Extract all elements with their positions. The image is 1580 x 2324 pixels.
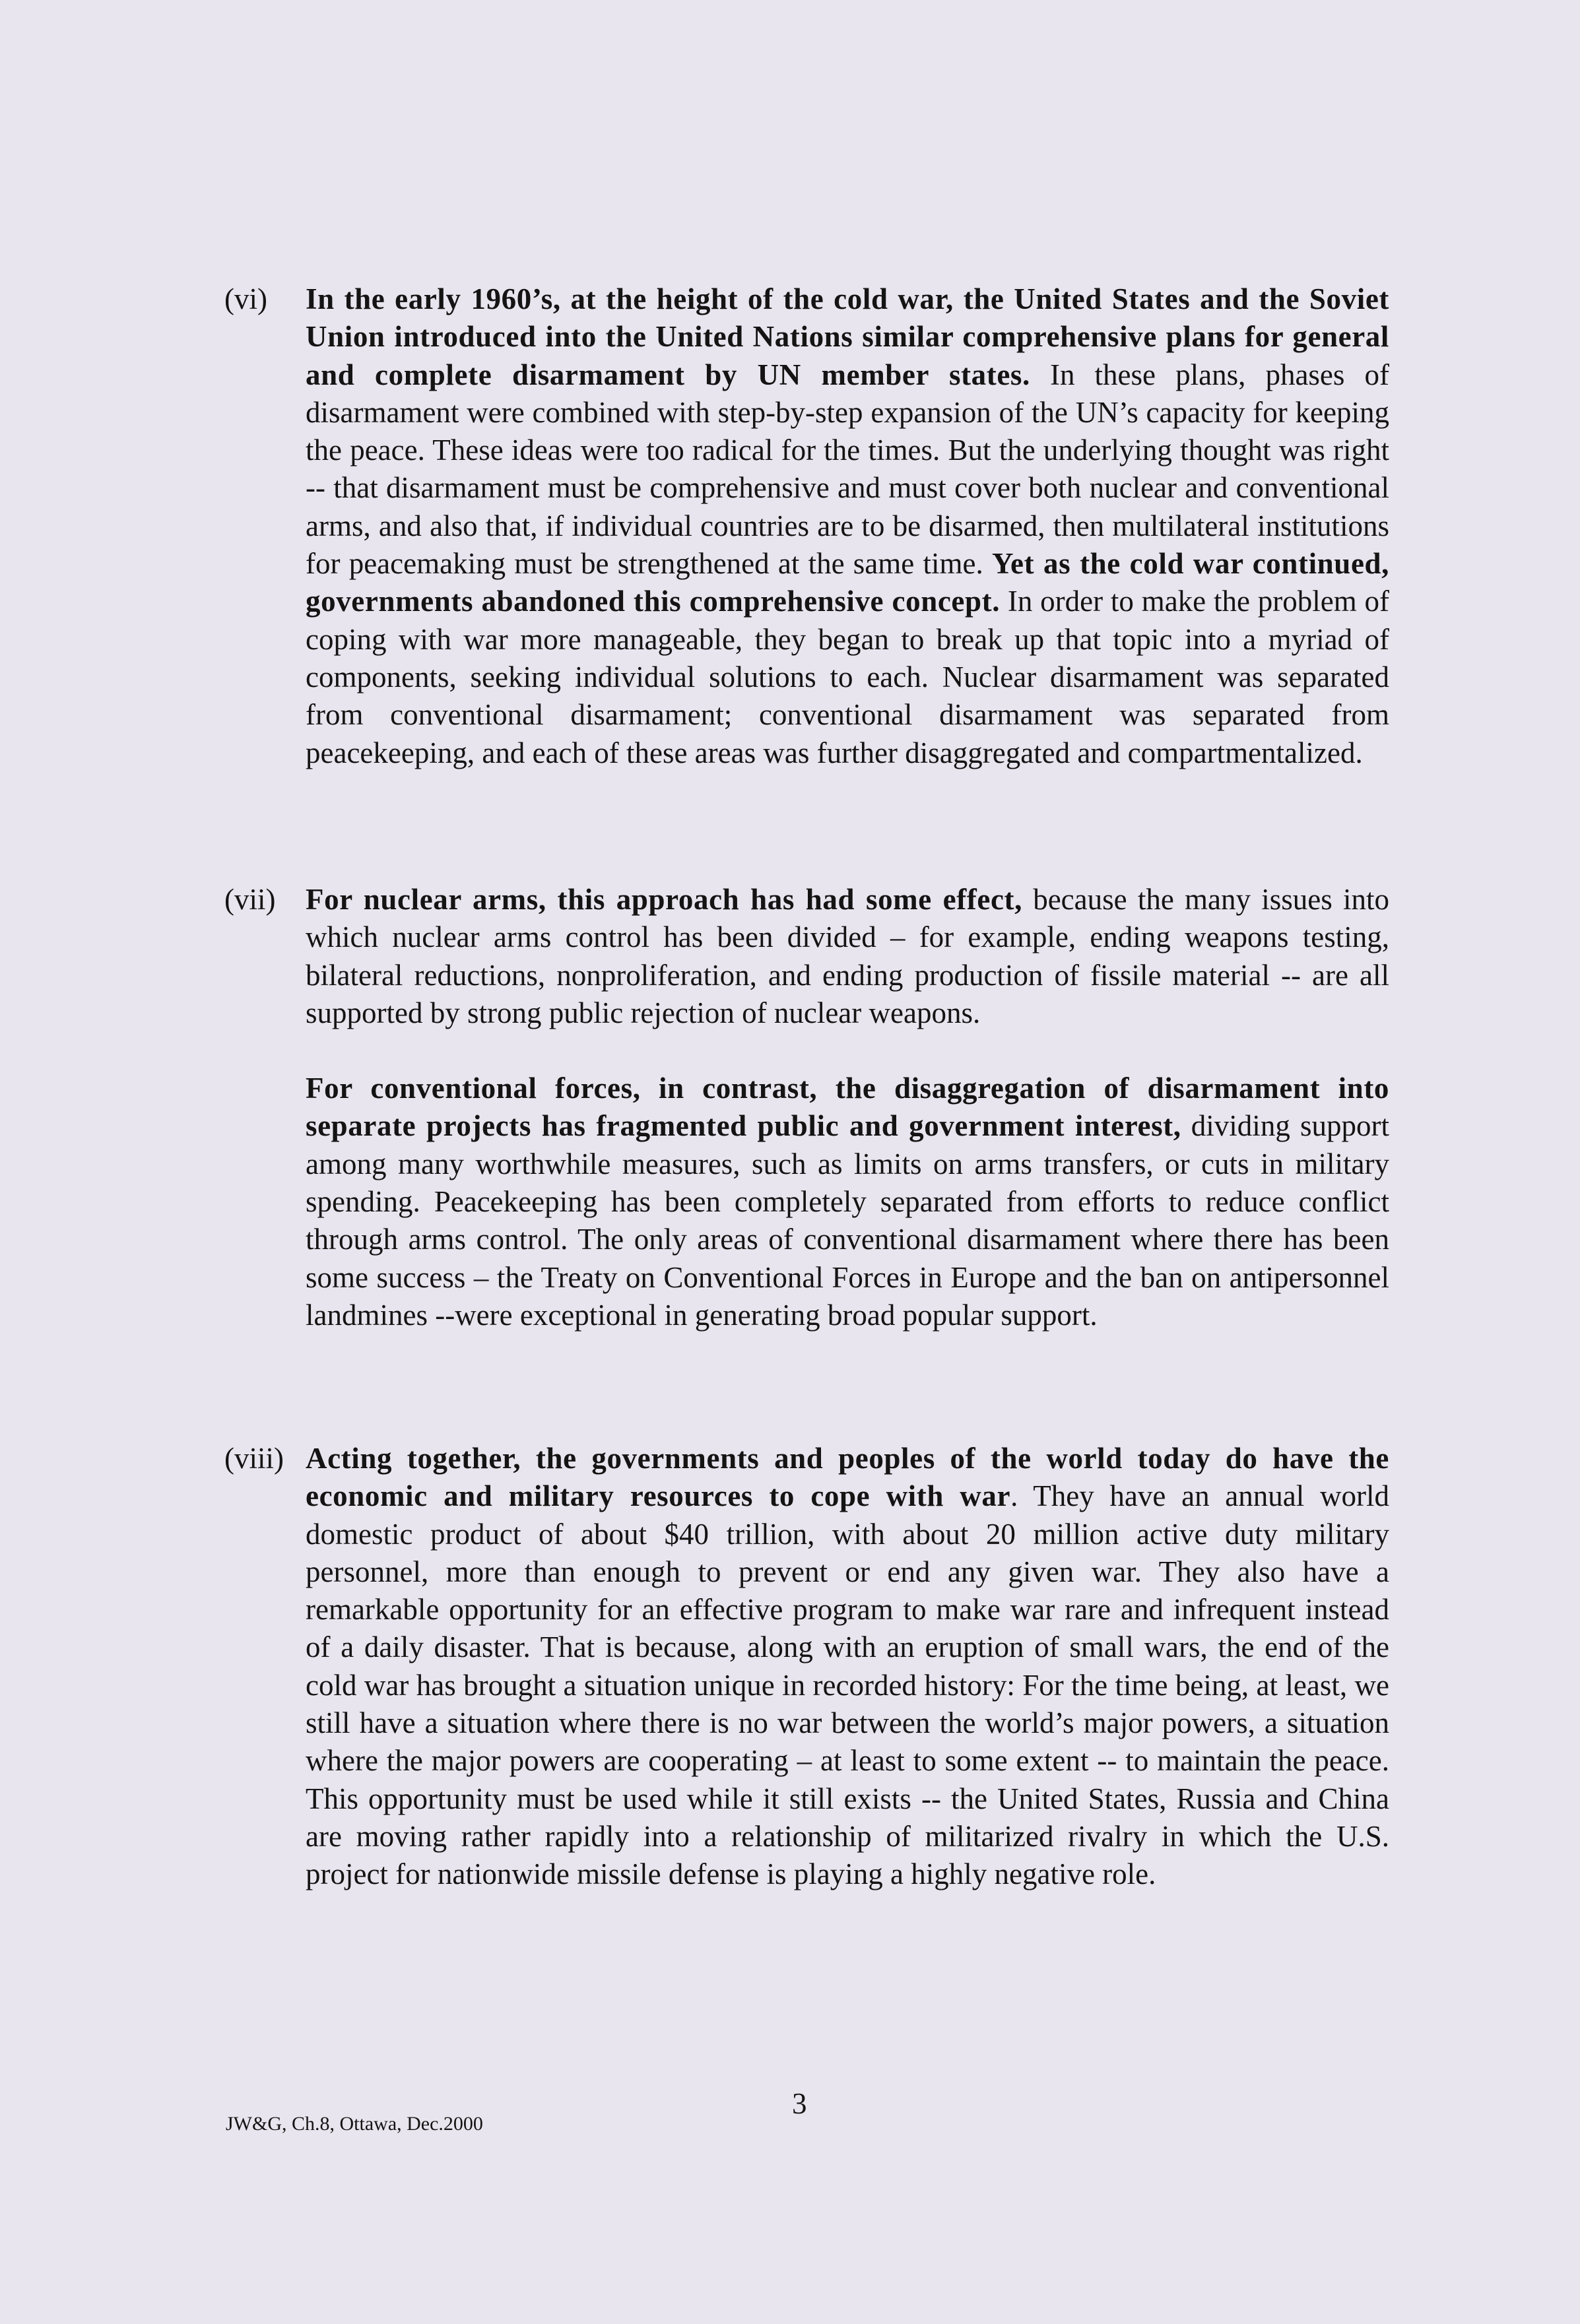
section-text bbox=[306, 1440, 1389, 1894]
body-text: In these plans, phases of disarmament were combined with step-by-step expansion of the UN’s capacity for keeping the peace. These ideas were too radical for the times. But the underlying thought was right -- that disarmament must be comprehensive and must cover both nuclear and conventional arms, and also that, if individual countries are to be disarmed, then multilateral institutions for peacemaking must be strengthened at the same time. bbox=[306, 358, 1389, 581]
body-text: because the many issues into which nuclear arms control has been divided – for example, ending weapons testing, bilateral reductions, nonproliferation, and ending production of fissile material -- are all supported by strong public rejection of nuclear weapons. bbox=[306, 883, 1389, 1029]
section-text bbox=[306, 280, 1389, 772]
paragraph bbox=[306, 1070, 1389, 1334]
bold-statement: In the early 1960’s, at the height of the cold war, the United States and the Soviet Union introduced into the United Nations similar comprehensive plans for general and complete disarmament by UN member states. bbox=[306, 282, 1389, 391]
page-number: 3 bbox=[792, 2087, 807, 2120]
body-text: In order to make the problem of coping with war more manageable, they began to break up that topic into a myriad of components, seeking individual solutions to each. Nuclear disarmament was separated from conventional disarmament; conventional disarmament was separated from peacekeeping, and each of these areas was further disaggregated and compartmentalized. bbox=[306, 585, 1389, 769]
section-vii bbox=[224, 881, 1389, 1334]
section-text bbox=[306, 881, 1389, 1334]
section-number: (vi) bbox=[224, 282, 267, 315]
body-text: dividing support among many worthwhile measures, such as limits on arms transfers, or cuts in military spending. Peacekeeping has been completely separated from efforts to reduce conflict through arms control. The only areas of conventional disarmament where there has been some success – the Treaty on Conventional Forces in Europe and the ban on antipersonnel landmines --were exceptional in generating broad popular support. bbox=[306, 1109, 1389, 1332]
footer-reference: JW&G, Ch.8, Ottawa, Dec.2000 bbox=[226, 2113, 483, 2135]
paragraph bbox=[306, 881, 1389, 1032]
section-viii bbox=[224, 1440, 1389, 1894]
body-text: . They have an annual world domestic product of about $40 trillion, with about 20 million active duty military personnel, more than enough to prevent or end any given war. They also have a remarkable opportunity for an effective program to make war rare and infrequent instead of a daily disaster. That is because, along with an eruption of small wars, the end of the cold war has brought a situation unique in recorded history: For the time being, at least, we still have a situation where there is no war between the world’s major powers, a situation where the major powers are cooperating – at least to some extent -- to maintain the peace. This opportunity must be used while it still exists -- the United States, Russia and China are moving rather rapidly into a relationship of militarized rivalry in which the U.S. project for nationwide missile defense is playing a highly negative role. bbox=[306, 1479, 1389, 1891]
bold-statement: For conventional forces, in contrast, the disaggregation of disarmament into separate projects has fragmented public and government interest, bbox=[306, 1072, 1389, 1143]
section-number: (viii) bbox=[224, 1442, 284, 1475]
bold-statement: Yet as the cold war continued, governments abandoned this comprehensive concept. bbox=[306, 547, 1389, 618]
section-vi bbox=[224, 280, 1389, 772]
bold-statement: For nuclear arms, this approach has had some effect, bbox=[306, 883, 1022, 916]
section-number: (vii) bbox=[224, 883, 276, 916]
bold-statement: Acting together, the governments and peoples of the world today do have the economic and military resources to cope with war bbox=[306, 1442, 1389, 1513]
